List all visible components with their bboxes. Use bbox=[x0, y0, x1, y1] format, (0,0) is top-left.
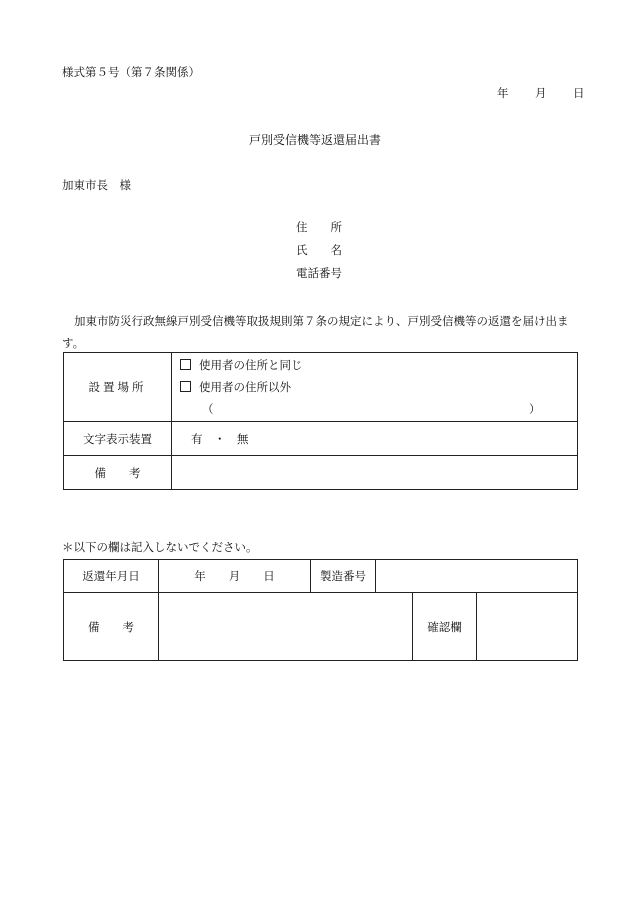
confirm-label: 確認欄 bbox=[427, 619, 462, 634]
option-other-label: 使用者の住所以外 bbox=[199, 380, 291, 394]
display-label-cell bbox=[64, 422, 172, 456]
office-use-note: ＊以下の欄は記入しないでください。 bbox=[62, 540, 258, 554]
other-address-field[interactable] bbox=[180, 398, 577, 420]
serial-label: 製造番号 bbox=[320, 569, 366, 583]
option-same-label: 使用者の住所と同じ bbox=[199, 358, 303, 372]
location-options-cell bbox=[172, 353, 578, 422]
office-remarks-label: 備 考 bbox=[88, 619, 134, 634]
remarks-label: 備 考 bbox=[94, 465, 141, 480]
return-date-value-cell[interactable] bbox=[159, 560, 311, 593]
return-date-label-cell bbox=[64, 560, 159, 593]
option-other-address[interactable] bbox=[180, 376, 577, 398]
return-date-value: 年 月 日 bbox=[194, 569, 275, 583]
location-label-cell bbox=[64, 353, 172, 422]
form-number: 様式第５号（第７条関係） bbox=[62, 65, 200, 79]
date-year: 年 bbox=[497, 86, 509, 100]
checkbox-other-address[interactable] bbox=[180, 381, 191, 392]
location-label: 設置場所 bbox=[88, 380, 147, 394]
date-month: 月 bbox=[535, 86, 547, 100]
serial-value-cell[interactable] bbox=[376, 560, 578, 593]
applicant-address-label: 住 所 bbox=[296, 220, 342, 234]
checkbox-same-address[interactable] bbox=[180, 359, 191, 370]
remarks-label-cell bbox=[64, 456, 172, 490]
office-remarks-input-cell[interactable] bbox=[159, 593, 413, 661]
option-same-address[interactable] bbox=[180, 354, 577, 376]
applicant-name-label: 氏 名 bbox=[296, 243, 342, 257]
display-value-cell[interactable] bbox=[172, 422, 578, 456]
body-text: 加東市防災行政無線戸別受信機等取扱規則第７条の規定により、戸別受信機等の返還を届け出ます。 bbox=[62, 314, 569, 350]
date-day: 日 bbox=[573, 86, 585, 100]
applicant-phone-label: 電話番号 bbox=[296, 266, 342, 280]
remarks-input-cell[interactable] bbox=[172, 456, 578, 490]
paren-close: ） bbox=[529, 402, 541, 416]
serial-label-cell bbox=[311, 560, 376, 593]
office-remarks-label-cell bbox=[64, 593, 159, 661]
display-value: 有 ・ 無 bbox=[191, 431, 249, 446]
paren-open: （ bbox=[202, 402, 214, 416]
document-title: 戸別受信機等返還届出書 bbox=[248, 133, 381, 147]
return-date-label: 返還年月日 bbox=[82, 569, 140, 583]
return-details-table bbox=[63, 352, 578, 490]
display-label: 文字表示装置 bbox=[83, 431, 152, 446]
confirm-label-cell bbox=[413, 593, 477, 661]
confirm-input-cell[interactable] bbox=[477, 593, 578, 661]
addressee: 加東市長 様 bbox=[62, 178, 131, 192]
office-use-table bbox=[63, 559, 578, 661]
